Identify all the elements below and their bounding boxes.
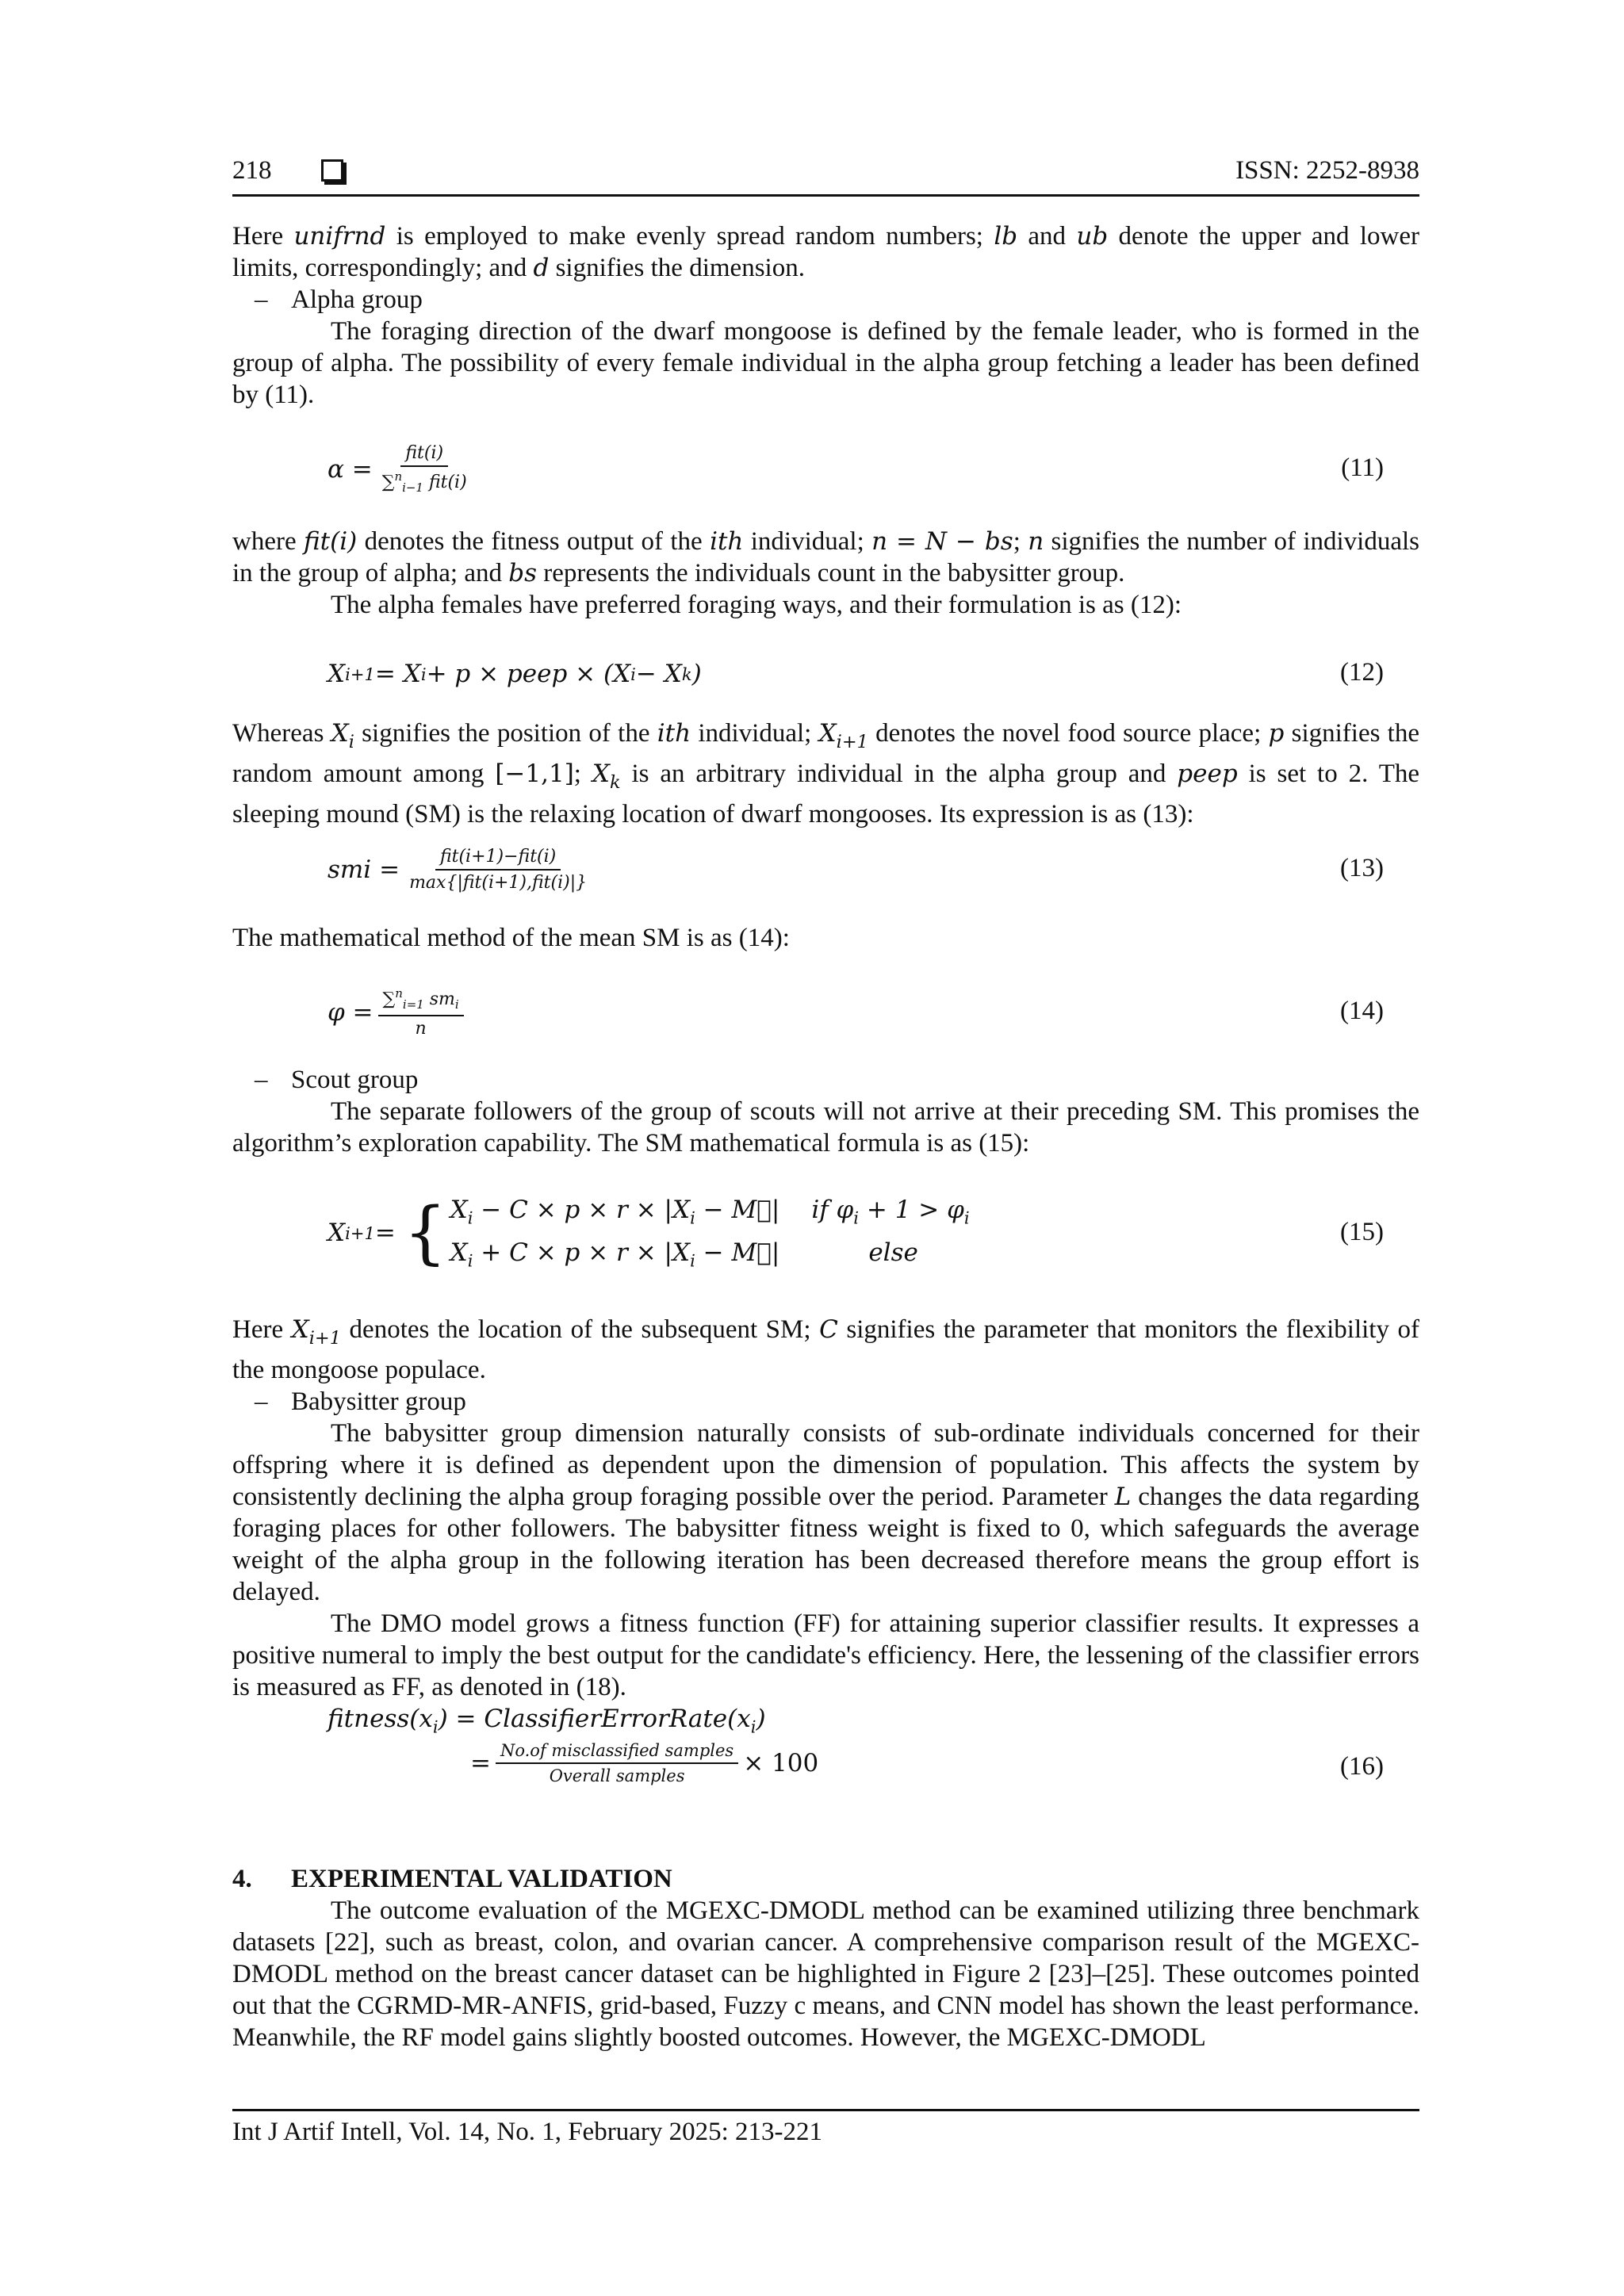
- text-block-5: [232, 1064, 1419, 1159]
- babysitter-group-heading: – Babysitter group: [255, 1387, 466, 1416]
- section-4-paragraph: The outcome evaluation of the MGEXC-DMODL method can be examined utilizing three benchmark datasets [22], such as breast, colon, and ovarian cancer. A comprehensive comparison result of the MGEXC-DMODL method on the breast cancer dataset can be highlighted in Figure 2 [23]–[25]. These outcomes pointed out that the CGRMD-MR-ANFIS, grid-based, Fuzzy c means, and CNN model has shown the least performance. Meanwhile, the RF model gains slightly boosted outcomes. However, the MGEXC-DMODL: [232, 1896, 1419, 2052]
- equation-14: φ = $\frac{\sum^n_{i=1} sm_i}{n}$ (14): [327, 986, 1384, 1039]
- text-block-3: [232, 718, 1419, 830]
- paragraph-here-x: Here $X_{i+1}$ denotes the location of the subsequent SM; C signifies the parameter that monitors the flexibility of the mongoose populace.: [232, 1315, 1419, 1384]
- equation-number: (12): [1340, 658, 1384, 687]
- scout-group-paragraph: The separate followers of the group of scouts will not arrive at their preceding SM. This promises the algorithm’s exploration capability. The SM mathematical formula is as (15):: [232, 1097, 1419, 1158]
- equation-13: smi = $\frac{\text{fit(i+1)−fit(i)}}{\text{max\{|fit(i+1),fit(i)|\}}}$ (13): [327, 847, 1384, 893]
- paragraph-dmo: The DMO model grows a fitness function (FF) for attaining superior classifier results. It expresses a positive numeral to imply the best output for the candidate's efficiency. Here, the lessening of the classifier errors is measured as FF, as denoted in (18).: [232, 1609, 1419, 1701]
- page-header: [232, 153, 1419, 197]
- paragraph-unifrnd: Here unifrnd is employed to make evenly spread random numbers; lb and ub denote the upper and lower limits, correspondingly; and d signifies the dimension.: [232, 222, 1420, 282]
- footer-citation: Int J Artif Intell, Vol. 14, No. 1, February 2025: 213-221: [232, 2118, 822, 2146]
- paragraph-where-fit: where fit(i) denotes the fitness output of the ith individual; n = N − bs; n signifies the number of individuals in the group of alpha; and bs represents the individuals count in the babysitter group.: [232, 527, 1419, 587]
- equation-11: α = $\frac{\text{fit(i)}}{\sum^n_{i-1} fit(i)}$ (11): [327, 443, 1384, 496]
- equation-12: X i+1 = X i + p × peep × (X i − X k ) (12): [327, 658, 1384, 688]
- page-number: 218: [232, 156, 272, 185]
- equation-16: $fitness(x_i)$ = $ClassifierErrorRate(x_i)$ = $\frac{\text{No.of misclassified samples}}{\text{Overall samples}}$ × 100 (16): [327, 1705, 1384, 1785]
- alpha-group-paragraph: The foraging direction of the dwarf mongoose is defined by the female leader, who is formed in the group of alpha. The possibility of every female individual in the alpha group fetching a leader has been defined by (11).: [232, 317, 1419, 409]
- equation-number: (13): [1340, 854, 1384, 882]
- equation-number: (15): [1340, 1218, 1384, 1246]
- equation-15: X i+1 = { $X_i - C \times p \times r \times |X_i$ − M⃗| if $\varphi_i + 1 > \varphi_i$ $X_i + C \times p \times r \times |X_i$ − M⃗| else (15): [327, 1193, 1384, 1272]
- paragraph-whereas: Whereas $X_i$ signifies the position of the ith individual; $X_{i+1}$ denotes the novel food source place; p signifies the random amount among [−1,1]; $X_k$ is an arbitrary individual in the alpha group and peep is set to 2. The sleeping mound (SM) is the relaxing location of dwarf mongooses. Its expression is as (13):: [232, 719, 1419, 828]
- text-block-6: [232, 1314, 1419, 1703]
- section-heading: 4. EXPERIMENTAL VALIDATION: [232, 1865, 672, 1893]
- page-footer: [232, 2109, 1419, 2147]
- square-bullet-icon: [321, 159, 343, 182]
- paragraph-mean-sm: The mathematical method of the mean SM is as (14):: [232, 924, 790, 952]
- text-block-1: [232, 220, 1419, 411]
- issn-label: ISSN: 2252-8938: [1235, 156, 1419, 185]
- paragraph-alpha-females: The alpha females have preferred foraging ways, and their formulation is as (12):: [331, 591, 1182, 619]
- alpha-group-heading: – Alpha group: [255, 285, 423, 314]
- equation-number: (11): [1341, 453, 1384, 482]
- babysitter-group-paragraph: The babysitter group dimension naturally consists of sub-ordinate individuals concerned for their offspring where it is defined as dependent upon the dimension of population. This affects the system by consistently declining the alpha group foraging possible over the period. Parameter L changes the data regarding foraging places for other followers. The babysitter fitness weight is fixed to 0, which safeguards the average weight of the alpha group in the following iteration has been decreased therefore means the group effort is delayed.: [232, 1418, 1419, 1606]
- text-block-2: [232, 526, 1419, 621]
- equation-number: (14): [1340, 997, 1384, 1025]
- text-block-7: [232, 1863, 1419, 2053]
- scout-group-heading: – Scout group: [255, 1066, 419, 1094]
- text-block-4: [232, 922, 1419, 954]
- equation-number: (16): [1340, 1752, 1384, 1781]
